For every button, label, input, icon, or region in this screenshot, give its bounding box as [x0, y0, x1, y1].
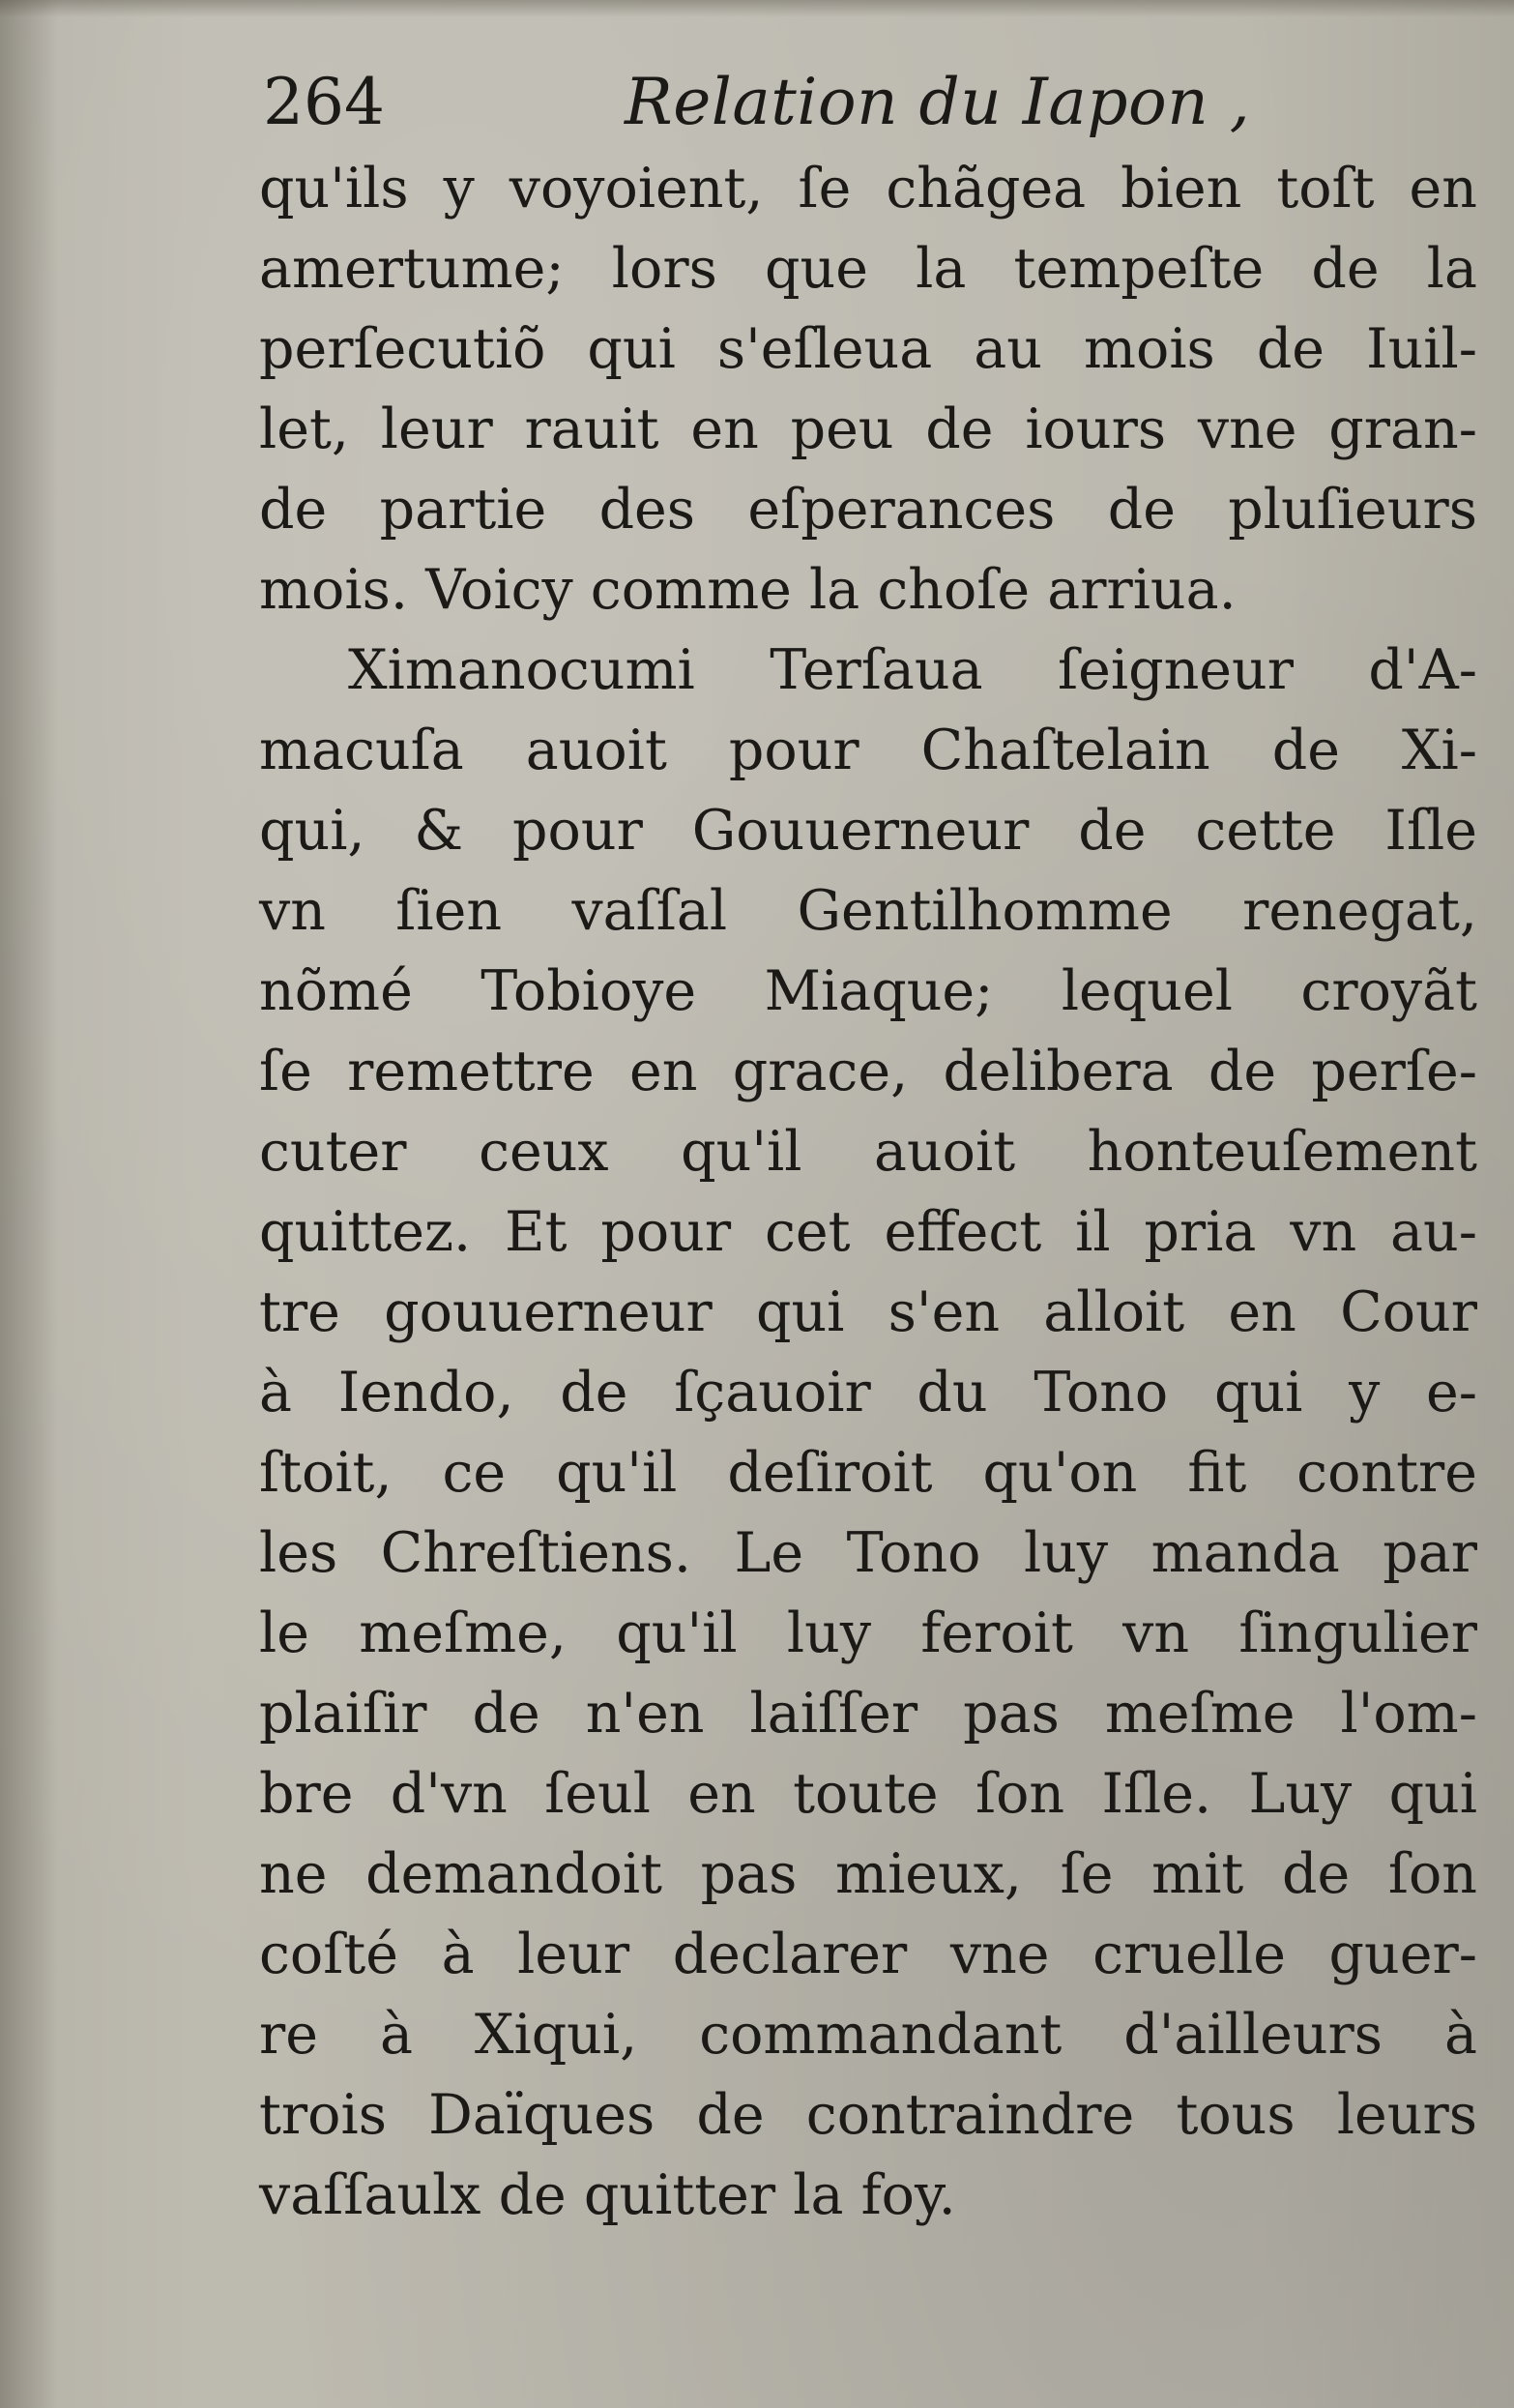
text-line: le meſme, qu'il luy feroit vn ſingulier: [259, 1601, 1477, 1665]
text-line: cuter ceux qu'il auoit honteuſement: [259, 1120, 1477, 1184]
text-line: plaiſir de n'en laiſſer pas meſme l'om-: [259, 1682, 1477, 1746]
text-line: re à Xiqui, commandant d'ailleurs à: [259, 2003, 1477, 2067]
text-line: ſtoit, ce qu'il deſiroit qu'on fit contre: [259, 1441, 1477, 1505]
text-line: tre gouuerneur qui s'en alloit en Cour: [259, 1280, 1477, 1344]
text-line: amertume; lors que la tempeſte de la: [259, 237, 1477, 301]
text-line: let, leur rauit en peu de iours vne gran-: [259, 397, 1477, 461]
text-line: vaſſaulx de quitter la foy.: [259, 2163, 956, 2227]
text-block: [259, 56, 1477, 2236]
text-line: coſté à leur declarer vne cruelle guer-: [259, 1923, 1477, 1986]
text-line: quittez. Et pour cet effect il pria vn au-: [259, 1200, 1477, 1264]
text-line: ne demandoit pas mieux, ſe mit de ſon: [259, 1842, 1477, 1906]
page-number: 264: [263, 65, 385, 139]
text-line: nõmé Tobioye Miaque; lequel croyãt: [259, 959, 1477, 1023]
text-line: mois. Voicy comme la choſe arriua.: [259, 558, 1237, 622]
text-line: macuſa auoit pour Chaſtelain de Xi-: [259, 719, 1477, 782]
running-title: Relation du Iapon ,: [625, 65, 1251, 139]
text-line: perſecutiõ qui s'eſleua au mois de Iuil-: [259, 317, 1477, 381]
page-top-shadow: [0, 0, 1514, 17]
paragraph-first-line: Ximanocumi Terſaua ſeigneur d'A-: [348, 638, 1477, 702]
page-header: [259, 56, 1477, 149]
text-line: trois Daïques de contraindre tous leurs: [259, 2083, 1477, 2147]
page-gutter-shadow: [0, 0, 58, 2408]
text-line: de partie des eſperances de pluſieurs: [259, 478, 1477, 542]
text-line: à Iendo, de ſçauoir du Tono qui y e-: [259, 1361, 1477, 1424]
text-line: les Chreſtiens. Le Tono luy manda par: [259, 1521, 1477, 1585]
text-line: bre d'vn ſeul en toute ſon Iſle. Luy qui: [259, 1762, 1477, 1826]
text-line: qui, & pour Gouuerneur de cette Iſle: [259, 799, 1477, 863]
text-line: vn ſien vaſſal Gentilhomme renegat,: [259, 879, 1477, 943]
text-line: qu'ils y voyoient, ſe chãgea bien toſt en: [259, 157, 1477, 220]
text-line: ſe remettre en grace, delibera de perſe-: [259, 1040, 1477, 1103]
